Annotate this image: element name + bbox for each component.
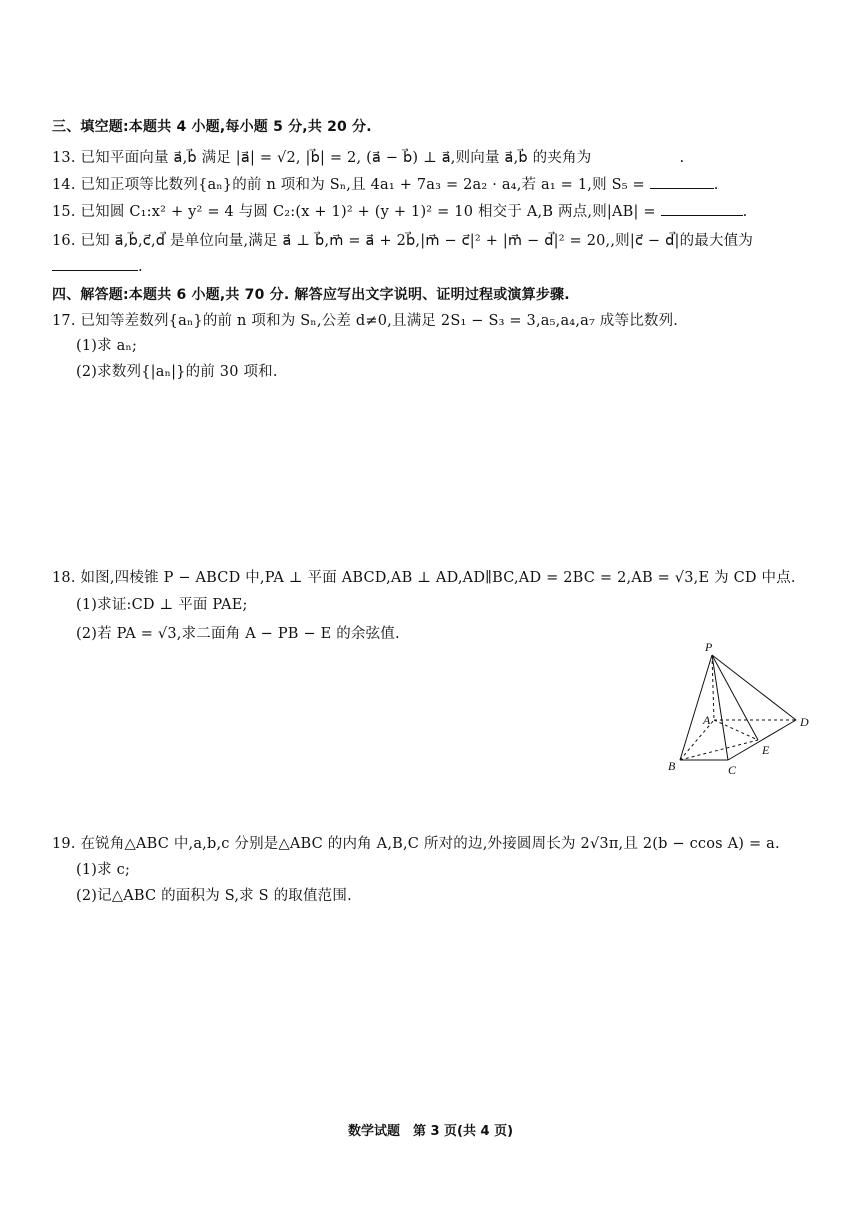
label-D: D: [800, 715, 809, 729]
page-footer: 数学试题 第 3 页(共 4 页): [347, 1124, 514, 1139]
question-14-text: 14. 已知正项等比数列{aₙ}的前 n 项和为 Sₙ,且 4a₁ + 7a₃ = 2a₂ · a₄,若 a₁ = 1,则 S₅ =: [52, 177, 645, 193]
label-E: E: [762, 743, 770, 757]
question-15-end: .: [742, 204, 748, 220]
section4-heading: 四、解答题:本题共 6 小题,共 70 分. 解答应写出文字说明、证明过程或演算步骤.: [52, 287, 570, 303]
question-18-part-1: (1)求证:CD ⊥ 平面 PAE;: [76, 597, 248, 613]
label-A: A: [703, 713, 711, 727]
question-16-continuation: [52, 256, 143, 275]
question-14-end: .: [713, 177, 719, 193]
label-C: C: [728, 763, 737, 777]
answer-blank-14: [650, 174, 714, 189]
label-B: B: [668, 759, 676, 773]
question-13: [52, 146, 684, 167]
question-19: 19. 在锐角△ABC 中,a,b,c 分别是△ABC 的内角 A,B,C 所对的边,外接圆周长为 2√3π,且 2(b − ccos A) = a.: [52, 836, 780, 852]
question-13-end: .: [679, 150, 685, 166]
question-16-end: .: [138, 259, 143, 275]
question-19-part-1: (1)求 c;: [76, 862, 131, 878]
question-16-text: 16. 已知 a⃗,b⃗,c⃗,d⃗ 是单位向量,满足 a⃗ ⊥ b⃗,m⃗ = a⃗ + 2b⃗,|m⃗ − c⃗|² + |m⃗ − d⃗|² = 20,,则|c⃗ − d⃗|的最大值为: [52, 233, 754, 249]
question-13-text: 13. 已知平面向量 a⃗,b⃗ 满足 |a⃗| = √2, |b⃗| = 2, (a⃗ − b⃗) ⊥ a⃗,则向量 a⃗,b⃗ 的夹角为: [52, 150, 592, 166]
answer-blank-13: [591, 148, 679, 162]
question-18-part-2: (2)若 PA = √3,求二面角 A − PB − E 的余弦值.: [76, 626, 400, 642]
question-17: 17. 已知等差数列{aₙ}的前 n 项和为 Sₙ,公差 d≠0,且满足 2S₁ − S₃ = 3,a₅,a₄,a₇ 成等比数列.: [52, 313, 679, 329]
section3-heading: 三、填空题:本题共 4 小题,每小题 5 分,共 20 分.: [52, 119, 372, 135]
answer-blank-15: [661, 201, 743, 216]
answer-blank-16: [52, 256, 138, 271]
question-15: [52, 200, 747, 221]
question-14: [52, 173, 719, 194]
question-19-part-2: (2)记△ABC 的面积为 S,求 S 的取值范围.: [76, 888, 352, 904]
question-18: 18. 如图,四棱锥 P − ABCD 中,PA ⊥ 平面 ABCD,AB ⊥ AD,AD∥BC,AD = 2BC = 2,AB = √3,E 为 CD 中点.: [52, 570, 796, 586]
question-16: [52, 229, 753, 250]
label-P: P: [705, 640, 713, 654]
question-15-text: 15. 已知圆 C₁:x² + y² = 4 与圆 C₂:(x + 1)² + (y + 1)² = 10 相交于 A,B 两点,则|AB| =: [52, 204, 656, 220]
pyramid-figure: [660, 640, 810, 780]
question-17-part-1: (1)求 aₙ;: [76, 338, 138, 354]
question-17-part-2: (2)求数列{|aₙ|}的前 30 项和.: [76, 364, 278, 380]
